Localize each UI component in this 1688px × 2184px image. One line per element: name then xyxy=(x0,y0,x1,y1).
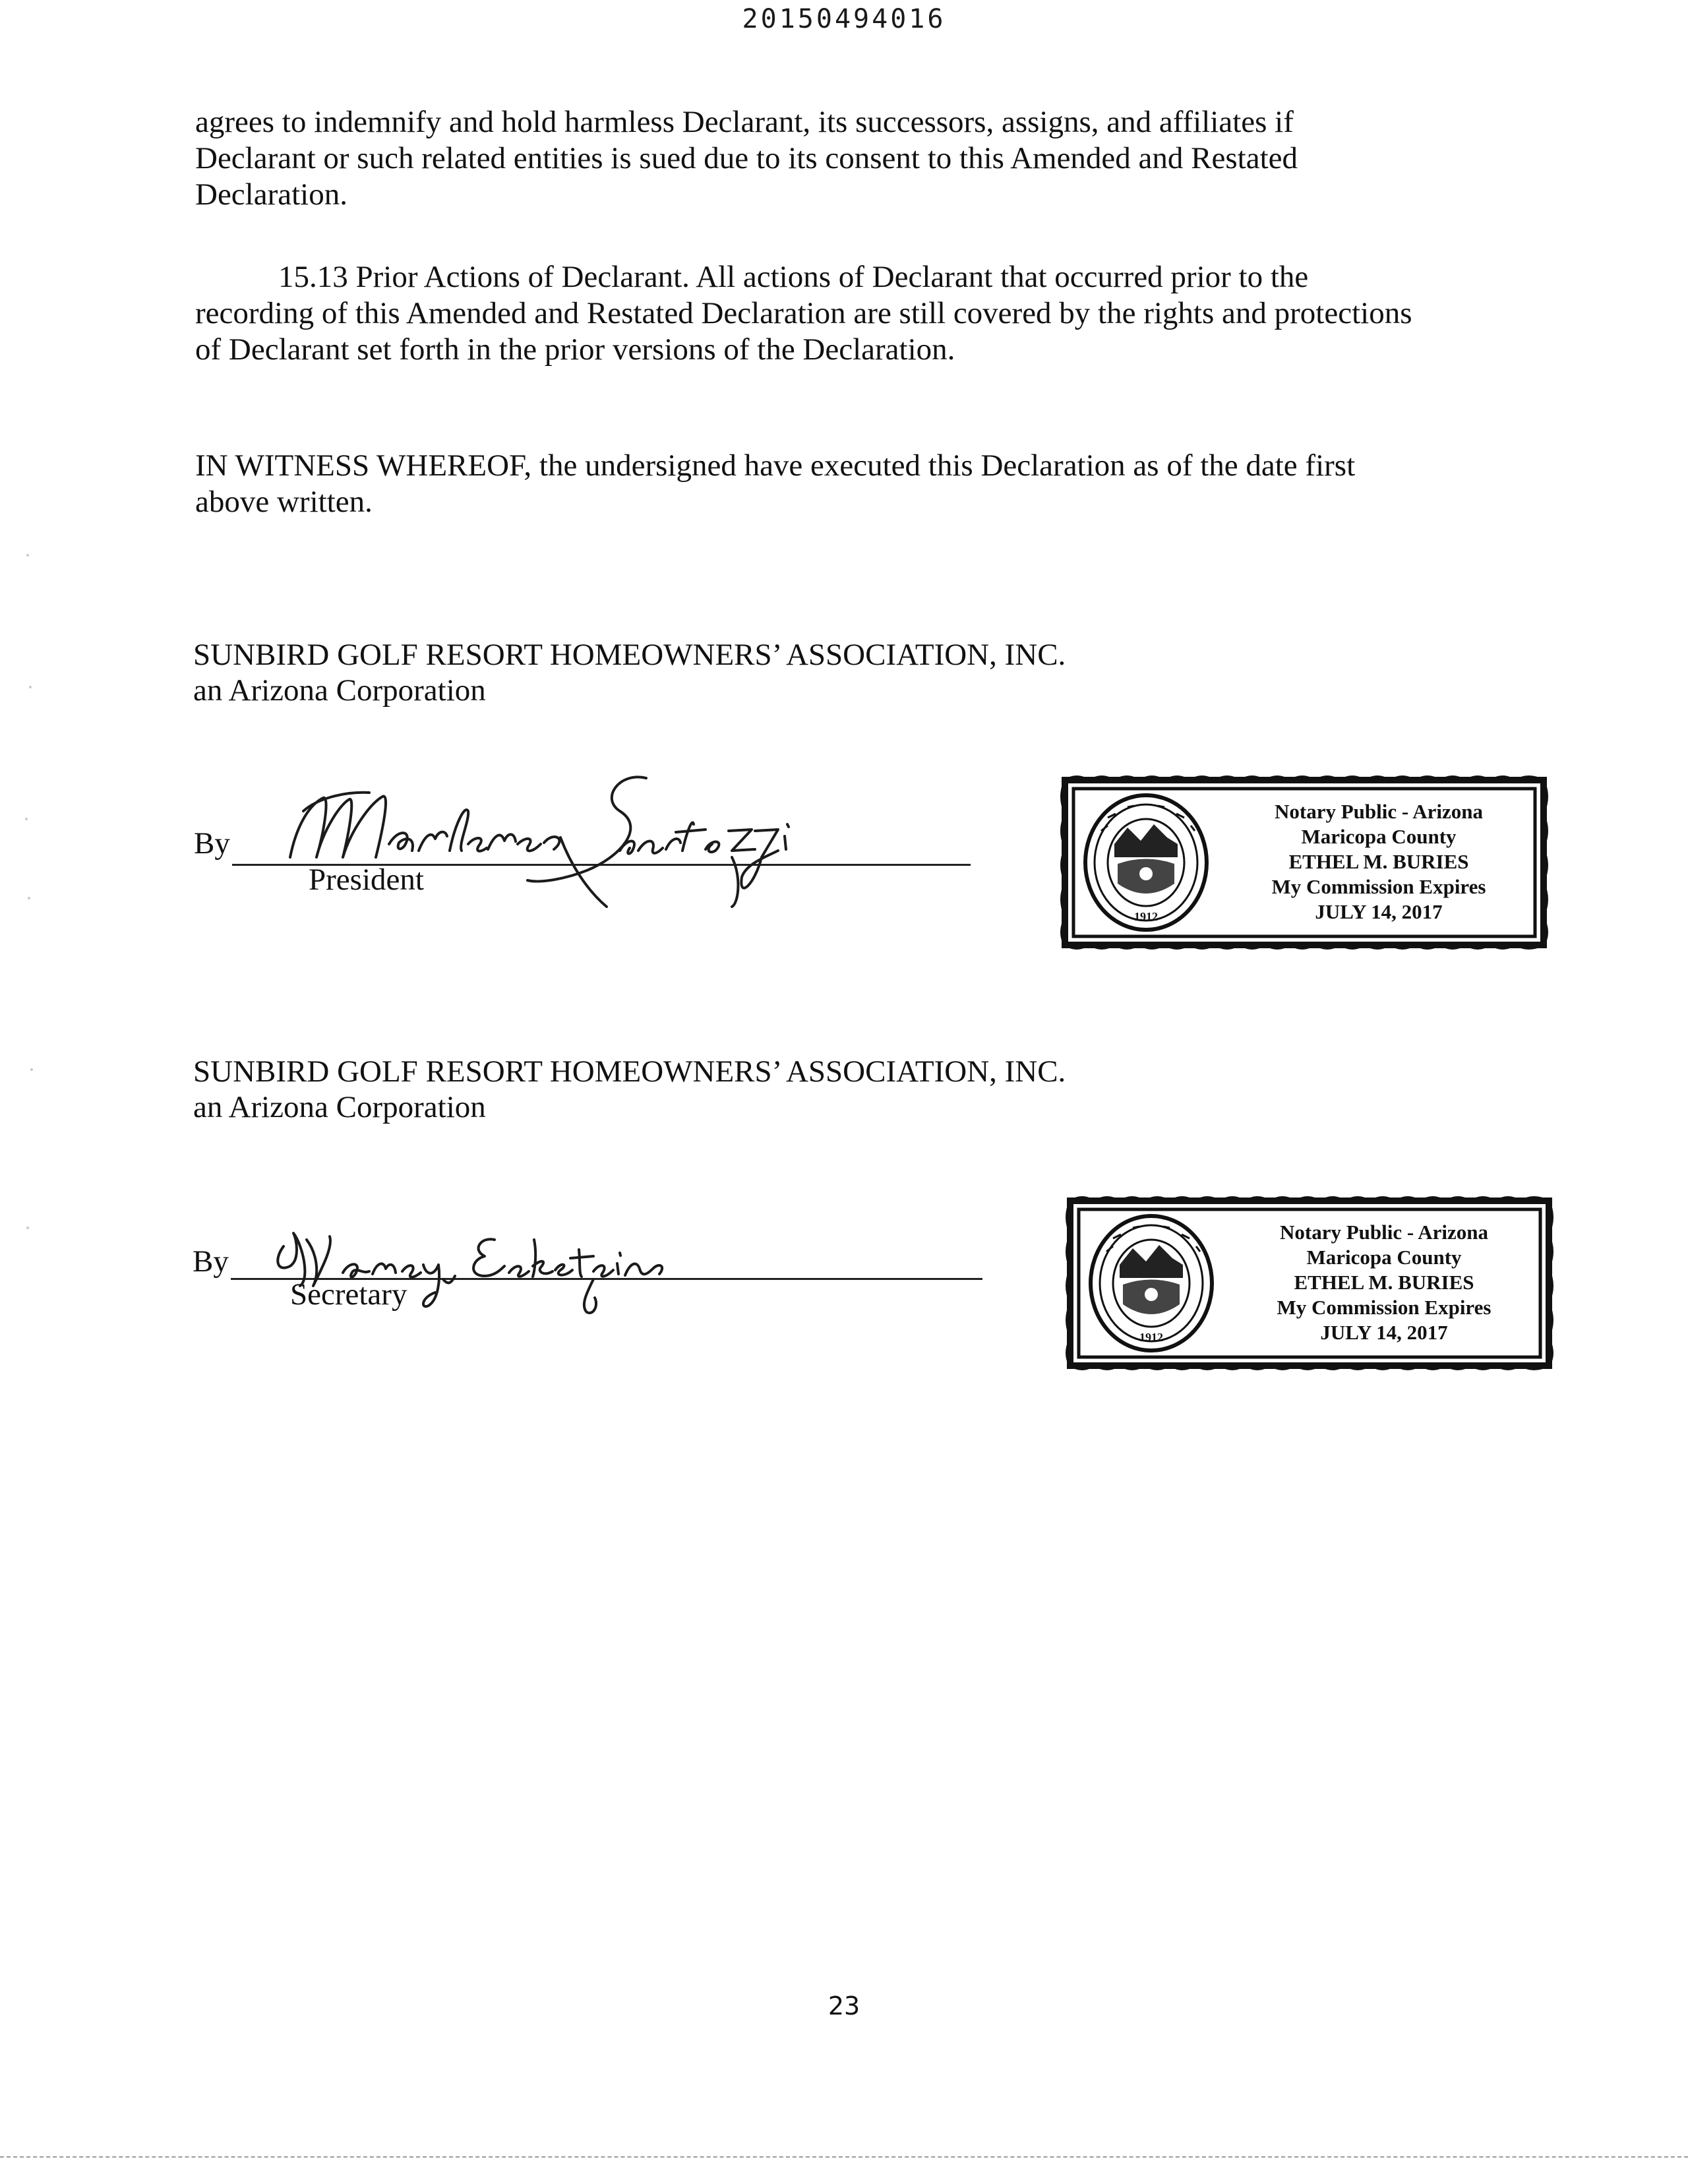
organization-name: SUNBIRD GOLF RESORT HOMEOWNERS’ ASSOCIATION, INC. xyxy=(193,1054,1066,1089)
notary-line-4: My Commission Expires xyxy=(1277,1296,1492,1319)
notary-line-2: Maricopa County xyxy=(1306,1246,1462,1269)
notary-line-1: Notary Public - Arizona xyxy=(1275,800,1483,823)
arizona-seal-icon xyxy=(1081,791,1211,934)
notary-stamp-text xyxy=(1224,799,1534,925)
footer-divider xyxy=(0,2156,1688,2158)
notary-line-2: Maricopa County xyxy=(1301,825,1457,848)
organization-name: SUNBIRD GOLF RESORT HOMEOWNERS’ ASSOCIATION, INC. xyxy=(193,638,1066,672)
witness-clause xyxy=(195,448,1395,520)
president-signature xyxy=(277,758,870,917)
notary-stamp-text xyxy=(1229,1220,1539,1345)
document-number: 20150494016 xyxy=(742,4,946,34)
signer-title: President xyxy=(309,863,424,897)
notary-line-1: Notary Public - Arizona xyxy=(1280,1221,1488,1244)
notary-line-5: JULY 14, 2017 xyxy=(1320,1321,1448,1344)
section-15-13 xyxy=(195,259,1415,368)
seal-year: 1912 xyxy=(1134,910,1158,923)
seal-year: 1912 xyxy=(1139,1331,1163,1344)
by-label: By xyxy=(194,826,230,861)
arizona-seal-icon xyxy=(1087,1212,1216,1354)
signature-block-1-org xyxy=(193,637,1066,708)
notary-line-4: My Commission Expires xyxy=(1271,875,1486,898)
paragraph-indemnify: agrees to indemnify and hold harmless Declarant, its successors, assigns, and affiliates if Declarant or such related entities is sued due to its consent to this Amended and Restated Declaration. xyxy=(195,105,1298,212)
page-number: 23 xyxy=(828,1991,860,2020)
organization-type: an Arizona Corporation xyxy=(193,1090,486,1124)
witness-text: IN WITNESS WHEREOF, the undersigned have executed this Declaration as of the date first above written. xyxy=(195,448,1356,519)
body-paragraph xyxy=(195,104,1415,213)
notary-line-5: JULY 14, 2017 xyxy=(1315,900,1443,923)
by-label: By xyxy=(193,1244,229,1279)
notary-line-3: ETHEL M. BURIES xyxy=(1288,850,1469,873)
secretary-signature xyxy=(270,1220,745,1332)
paragraph-prior-actions: 15.13 Prior Actions of Declarant. All actions of Declarant that occurred prior to the recording of this Amended and Restated Declaration are still covered by the rights and protections of Declarant set forth in the prior versions of the Declaration. xyxy=(195,260,1412,367)
signer-title: Secretary xyxy=(290,1277,407,1312)
organization-type: an Arizona Corporation xyxy=(193,673,486,708)
notary-line-3: ETHEL M. BURIES xyxy=(1294,1271,1474,1294)
signature-block-2-org xyxy=(193,1054,1066,1125)
